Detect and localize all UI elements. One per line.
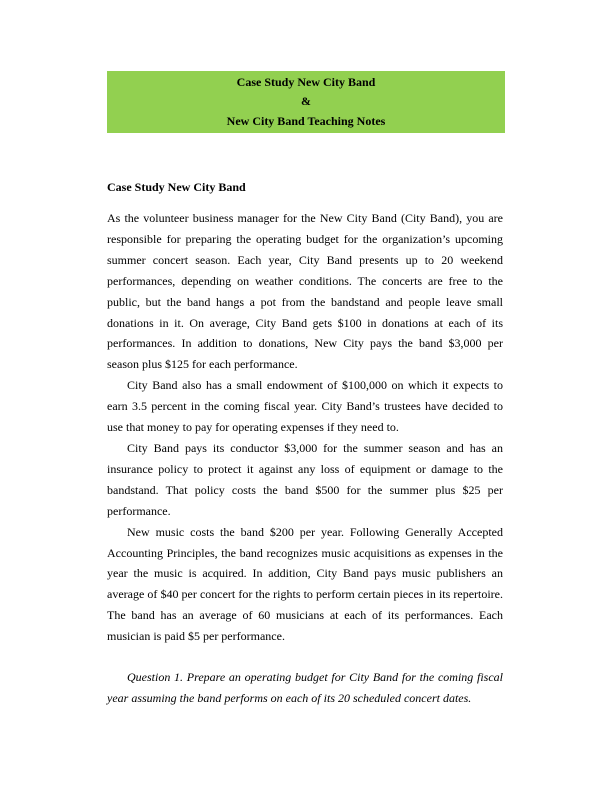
case-study-body: [107, 208, 503, 709]
section-heading: Case Study New City Band: [107, 180, 246, 194]
question-1: Question 1. Prepare an operating budget for City Band for the coming fiscal year assuming the band performs on each of its 20 scheduled concert dates.: [107, 670, 503, 705]
paragraph-music-costs: New music costs the band $200 per year. Following Generally Accepted Accounting Principles, the band recognizes music acquisitions as expenses in the year the music is acquired. In addition, City Band pays music publishers an average of $40 per concert for the rights to perform certain pieces in its repertoire. The band has an average of 60 musicians at each of its performances. Each musician is paid $5 per performance.: [107, 524, 503, 644]
title-line-3: New City Band Teaching Notes: [226, 113, 386, 128]
paragraph-endowment: City Band also has a small endowment of $100,000 on which it expects to earn 3.5 percent in the coming fiscal year. City Band’s trustees have decided to use that money to pay for operating expenses if they need to.: [107, 378, 503, 435]
paragraph-conductor-insurance: City Band pays its conductor $3,000 for the summer season and has an insurance policy to protect it against any loss of equipment or damage to the bandstand. That policy costs the band $500 for the summer plus $25 per performance.: [107, 440, 503, 518]
title-line-1: Case Study New City Band: [236, 74, 376, 89]
title-banner: [107, 71, 505, 133]
paragraph-intro: As the volunteer business manager for the New City Band (City Band), you are responsible for preparing the operating budget for the organization’s upcoming summer concert season. Each year, City Band presents up to 20 weekend performances, depending on weather conditions. The concerts are free to the public, but the band hangs a pot from the bandstand and people leave small donations in it. On average, City Band gets $100 in donations at each of its performances. In addition to donations, New City pays the band $3,000 per season plus $125 for each performance.: [107, 211, 503, 372]
title-line-2: &: [301, 94, 311, 109]
